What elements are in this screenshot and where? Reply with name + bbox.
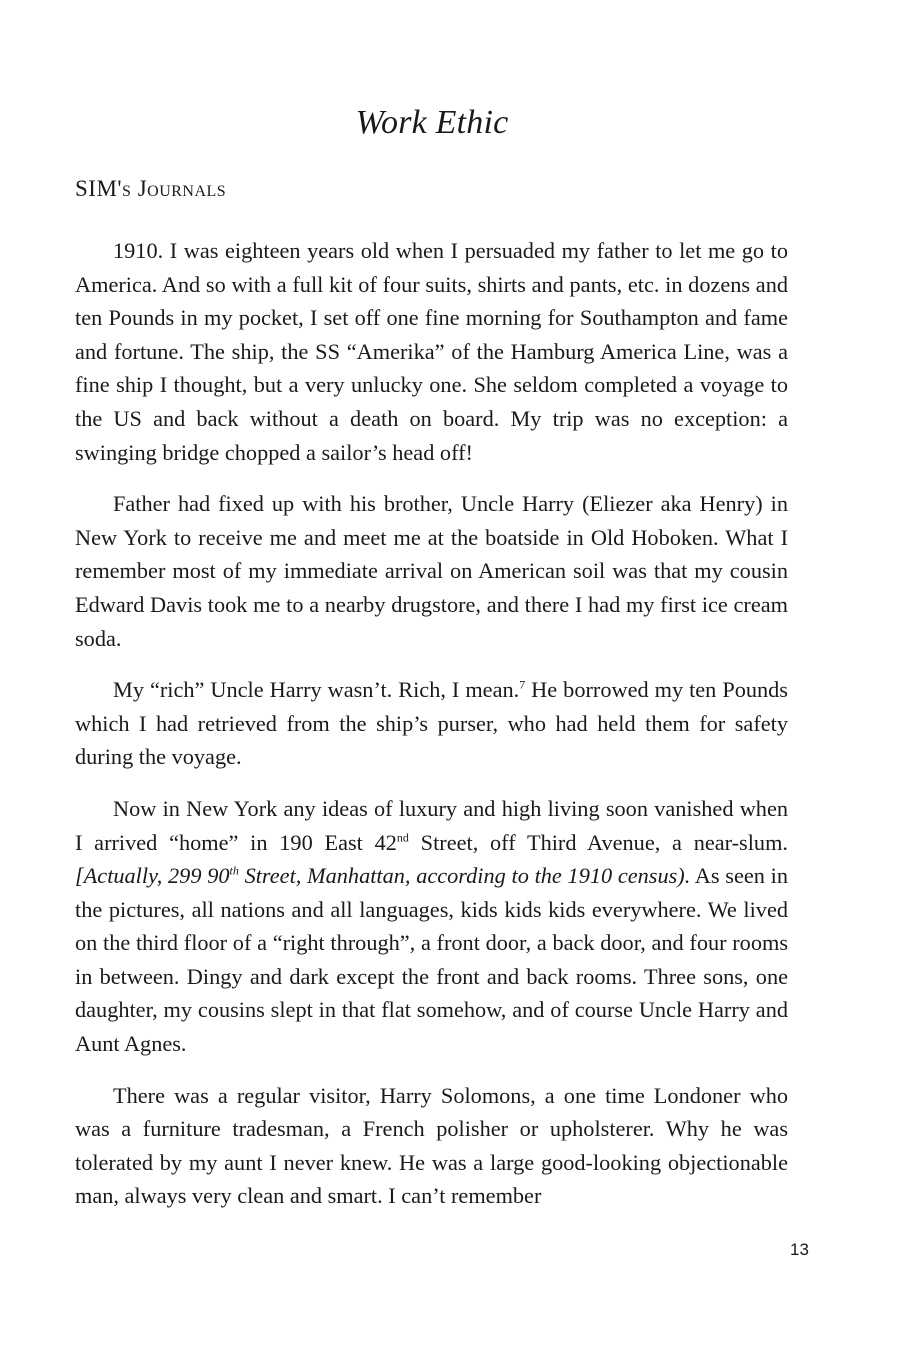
paragraph-5: There was a regular visitor, Harry Solomons, a one time Londoner who was a furniture tradesman, a French polisher or upholsterer. Why he was tolerated by my aunt I never knew. He was a large good-looking objectionable man, always very clean and smart. I can’t remember bbox=[75, 1082, 788, 1209]
footnote-marker: 7 bbox=[519, 677, 526, 692]
editorial-note-text-a: [Actually, 299 90 bbox=[75, 863, 230, 889]
paragraph-4-text-a: Now in New York any ideas of luxury and high living soon vanished when I arrived “home” in 190 East 42 bbox=[75, 795, 788, 855]
paragraph-2: Father had fixed up with his brother, Uncle Harry (Eliezer aka Henry) in New York to receive me and meet me at the boatside in Old Hoboken. What I remember most of my immediate arrival on American soil was that my cousin Edward Davis took me to a nearby drugstore, and there I had my first ice cream soda. bbox=[75, 491, 788, 651]
body-text bbox=[75, 234, 788, 1231]
paragraph-4-text-c: As seen in the pictures, all nations and all languages, kids kids kids everywhere. We lived on the third floor of a “right through”, a front door, a back door, and four rooms in between. Dingy and dark except the front and back rooms. Three sons, one daughter, my cousins slept in that flat somehow, and of course Uncle Harry and Aunt Agnes. bbox=[75, 863, 788, 1057]
section-heading: SIM's Journals bbox=[75, 176, 227, 201]
editorial-note-text-b: Street, Manhattan, according to the 1910 census). bbox=[238, 863, 691, 889]
editorial-ordinal-suffix: th bbox=[229, 863, 239, 878]
paragraph-3-text-a: My “rich” Uncle Harry wasn’t. Rich, I mean. bbox=[113, 677, 520, 703]
paragraph-1: 1910. I was eighteen years old when I persuaded my father to let me go to America. And so with a full kit of four suits, shirts and pants, etc. in dozens and ten Pounds in my pocket, I set off one fine morning for Southampton and fame and fortune. The ship, the SS “Amerika” of the Hamburg America Line, was a fine ship I thought, but a very unlucky one. She seldom completed a voyage to the US and back without a death on board. My trip was no exception: a swinging bridge chopped a sailor’s head off! bbox=[75, 238, 788, 465]
ordinal-suffix: nd bbox=[396, 830, 409, 845]
chapter-title: Work Ethic bbox=[355, 104, 509, 141]
editorial-note bbox=[75, 863, 690, 888]
paragraph-4-text-b: Street, off Third Avenue, a near-slum. bbox=[408, 829, 788, 855]
paragraph-4 bbox=[75, 792, 788, 1061]
paragraph-3 bbox=[75, 673, 788, 774]
paragraph-3-text-b: He borrowed my ten Pounds which I had retrieved from the ship’s purser, who had held them for safety during the voyage. bbox=[75, 677, 788, 770]
page-number: 13 bbox=[790, 1240, 809, 1259]
